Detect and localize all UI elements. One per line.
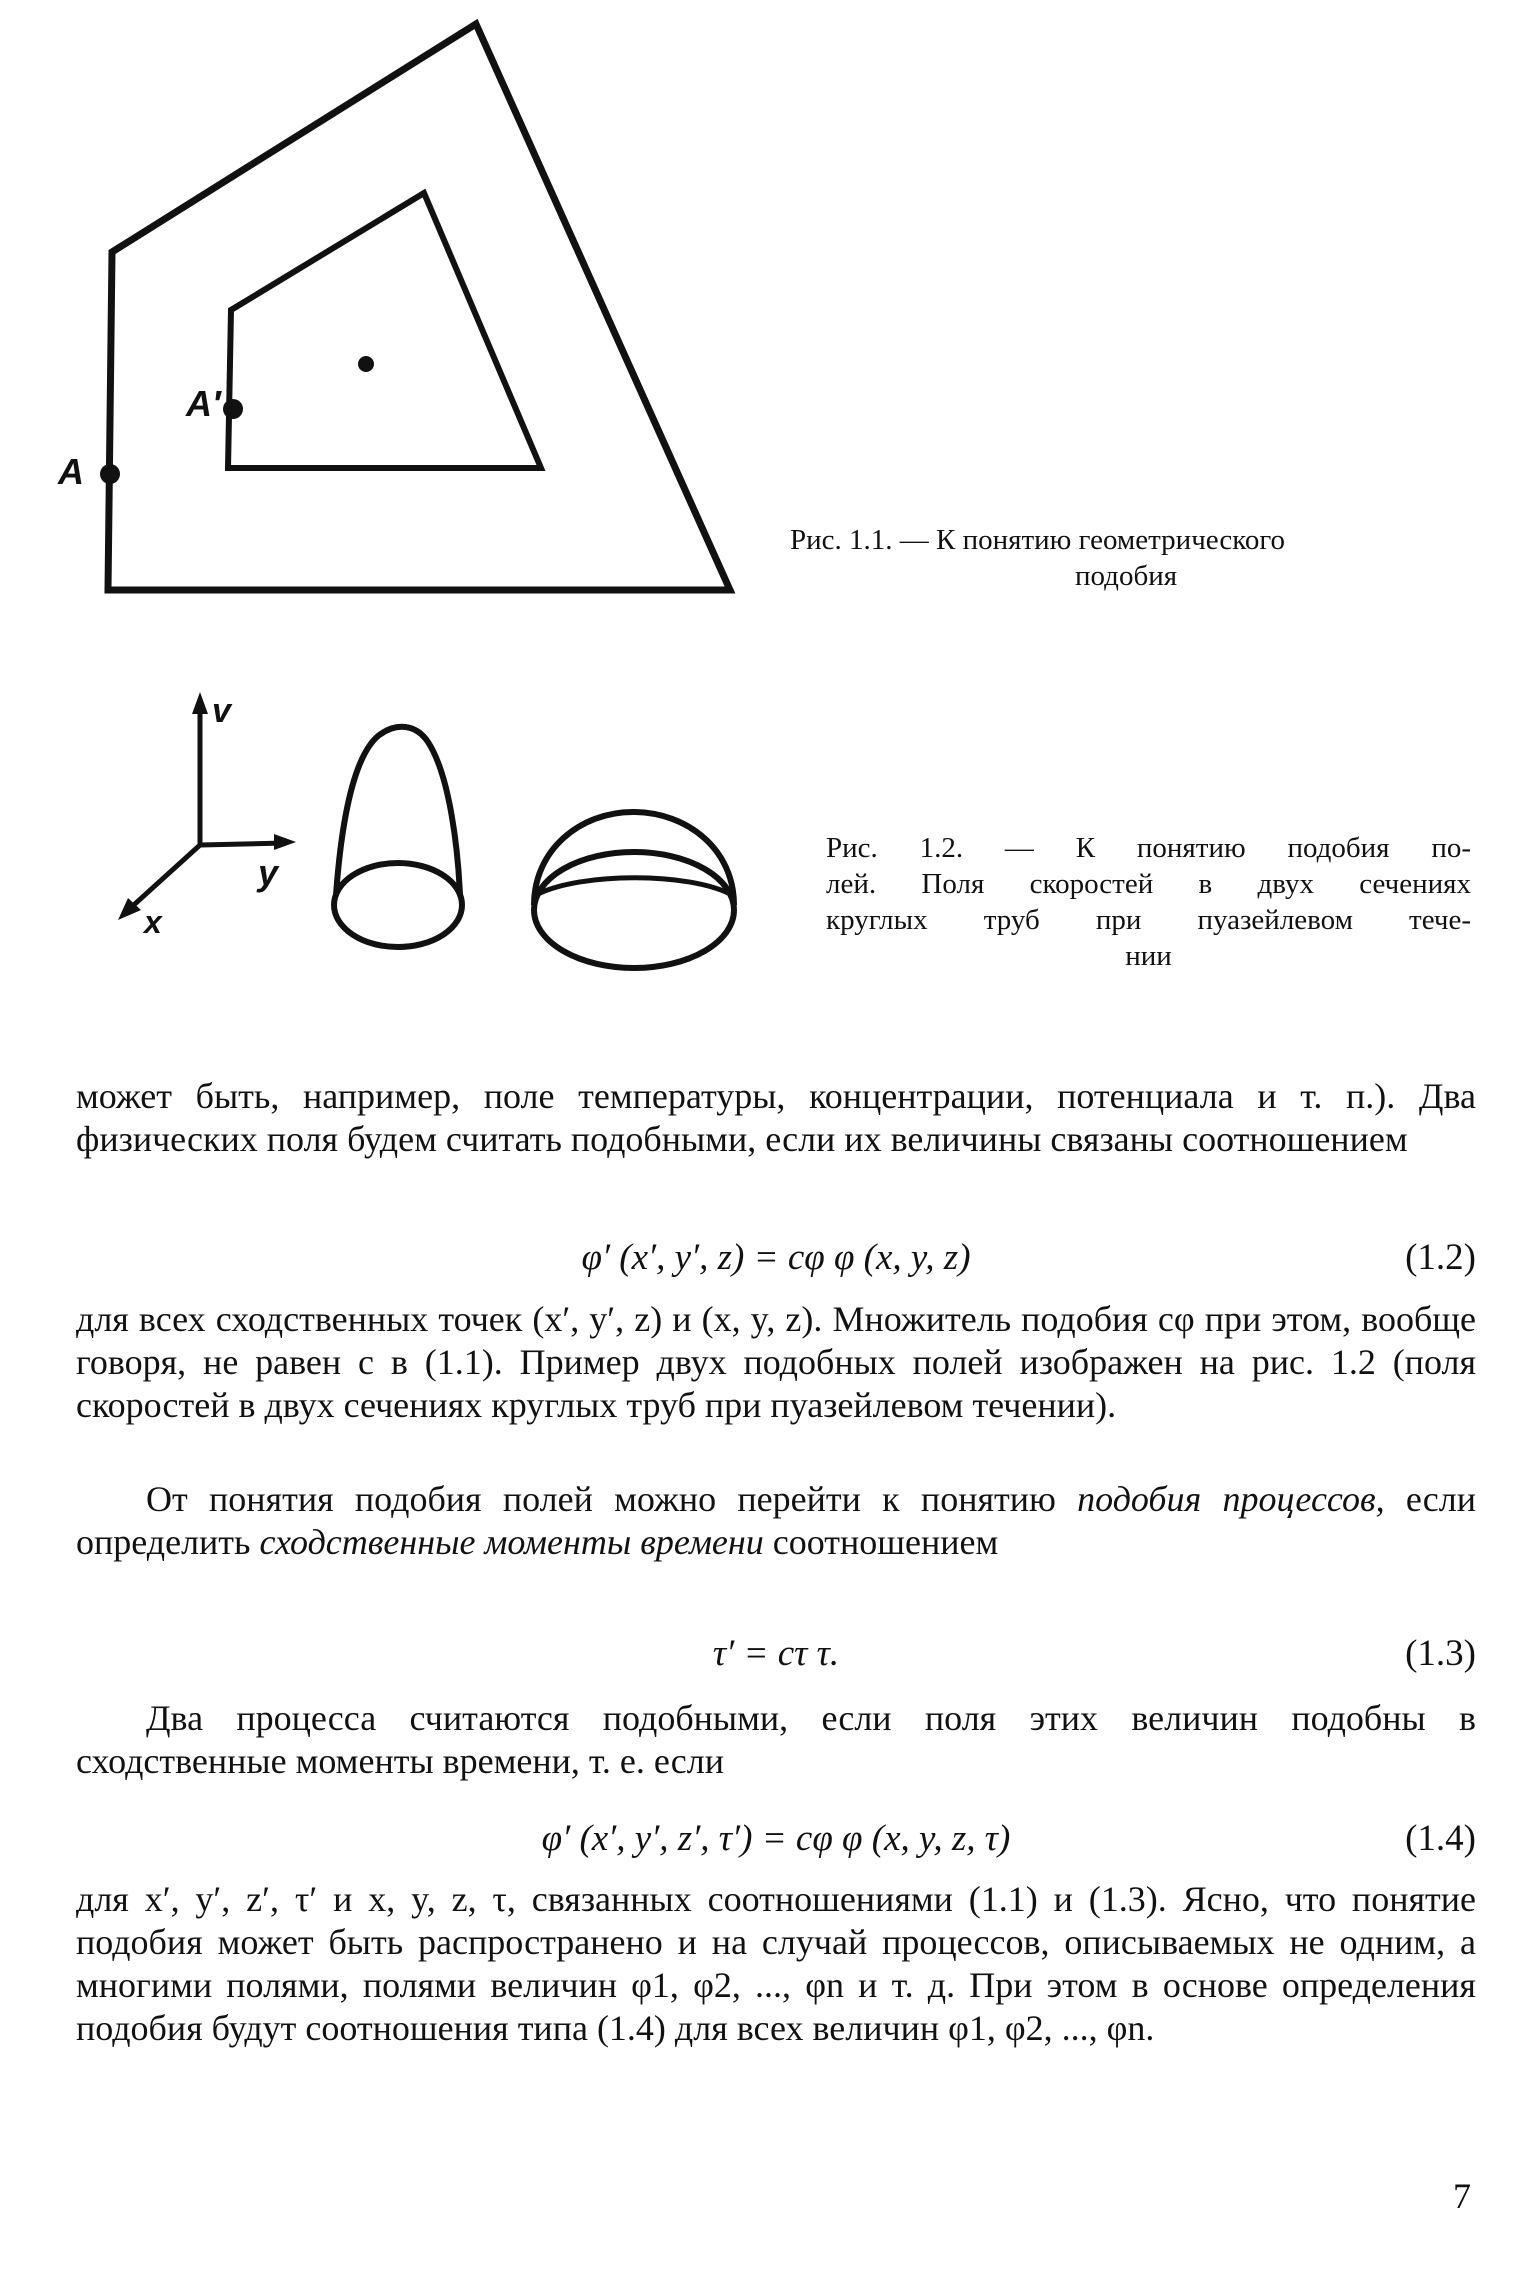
equation-1-4-formula: φ′ (x′, y′, z′, τ′) = cφ φ (x, y, z, τ)	[541, 1818, 1011, 1859]
paragraph-2: для всех сходственных точек (x′, y′, z) и (x, y, z). Множитель подобия cφ при этом, вообще говоря, не равен c в (1.1). Пример двух подобных полей изображен на рис. 1.2 (поля скоростей в двух сечениях круглых труб при пуазейлевом течении).	[76, 1299, 1476, 1425]
equation-1-4-number: (1.4)	[1405, 1818, 1476, 1859]
axis-y-arrow	[274, 834, 296, 850]
paragraph-3	[76, 1478, 1476, 1564]
axis-y-line	[200, 843, 285, 845]
axis-x-line	[126, 845, 200, 912]
equation-1-3-number: (1.3)	[1405, 1633, 1476, 1674]
equation-1-3-formula: τ′ = cτ τ.	[712, 1633, 840, 1674]
figure-geometric-similarity	[0, 0, 760, 620]
hemisphere-base-arc	[536, 878, 732, 895]
equation-1-2-formula: φ′ (x′, y′, z) = cφ φ (x, y, z)	[581, 1237, 971, 1278]
paragraph-3-part-c: если определить	[76, 1479, 1476, 1562]
axis-v-label: v	[212, 692, 231, 730]
pipe-section-2	[534, 852, 734, 968]
figure2-caption-line2: лей. Поля скоростей в двух сечениях	[826, 868, 1471, 900]
outer-polygon	[108, 24, 730, 590]
figure2-caption	[826, 830, 1471, 974]
equation-1-2	[76, 1236, 1476, 1284]
figure1-caption	[790, 522, 1490, 594]
paragraph-3-term-similarity-of-processes: подобия процессов,	[1077, 1479, 1385, 1519]
point-A	[100, 464, 120, 484]
center-point	[358, 356, 374, 372]
equation-1-3	[76, 1632, 1476, 1680]
page-number: 7	[1453, 2176, 1471, 2216]
hemisphere-profile	[534, 812, 734, 905]
paragraph-5: для x′, y′, z′, τ′ и x, y, z, τ, связанных соотношениями (1.1) и (1.3). Ясно, что понятие подобия может быть распространено и на случай процессов, описываемых не одним, а многими полями, полями величин φ1, φ2, ..., φn и т. д. При этом в основе определения подобия будут соотношения типа (1.4) для всех величин φ1, φ2, ..., φn.	[76, 1879, 1476, 2048]
figure-field-similarity	[0, 680, 780, 980]
paragraph-4: Два процесса считаются подобными, если поля этих величин подобны в сходственные моменты времени, т. е. если	[76, 1698, 1476, 1781]
paragraph-1: может быть, например, поле температуры, концентрации, потенциала и т. п.). Два физических поля будем считать подобными, если их величины связаны соотношением	[76, 1076, 1476, 1159]
figure1-caption-line2: подобия	[1075, 560, 1178, 592]
inner-polygon	[228, 193, 541, 468]
label-A-prime: A′	[186, 383, 221, 424]
label-A: A	[58, 451, 84, 492]
axis-y-label: y	[258, 852, 279, 893]
figure2-caption-line3: круглых труб при пуазейлевом тече-	[826, 904, 1471, 936]
pipe-section-1	[334, 863, 462, 947]
point-A-prime	[223, 399, 243, 419]
figure2-caption-line1: Рис. 1.2. — К понятию подобия по-	[826, 832, 1471, 864]
equation-1-2-number: (1.2)	[1405, 1237, 1476, 1278]
paragraph-3-part-a: От понятия подобия полей можно перейти к понятию	[146, 1479, 1078, 1519]
equation-1-4	[76, 1817, 1476, 1865]
axis-x-label: x	[144, 904, 162, 940]
figure2-caption-line4: нии	[1125, 940, 1172, 972]
paragraph-3-part-e: соотношением	[763, 1522, 999, 1562]
axis-v-arrow	[192, 692, 208, 714]
paraboloid-profile	[336, 727, 460, 895]
figure1-caption-line1: Рис. 1.1. — К понятию геометрического	[790, 524, 1286, 556]
paragraph-3-term-corresponding-moments: сходственные моменты времени	[259, 1522, 764, 1562]
